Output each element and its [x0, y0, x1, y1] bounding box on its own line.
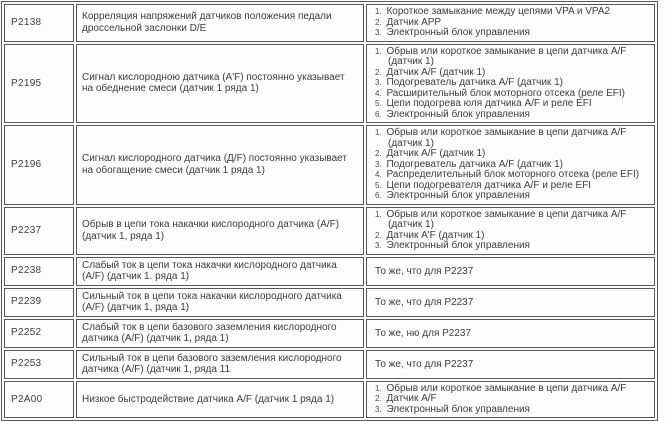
cause-number: 5.: [375, 99, 382, 108]
cause-item: 1. Короткое замыкание между цепями VPA и VPA2: [375, 6, 611, 17]
cause-item: 2. Датчик A'F (датчик 1): [375, 229, 485, 241]
cause-number: 6.: [375, 109, 382, 119]
cause-number: 3.: [375, 159, 382, 169]
cause-item: 3. Электронный блок управления: [375, 240, 530, 251]
causes-cell: [366, 4, 655, 42]
cause-number: 1.: [375, 383, 382, 393]
cause-number: 1.: [375, 7, 382, 16]
dtc-code-cell: P2238: [4, 257, 74, 286]
cause-number: 3.: [375, 28, 382, 37]
cause-number: 3.: [375, 404, 382, 414]
causes-cell: [366, 207, 655, 255]
table-row: [4, 288, 655, 317]
description-cell: Обрыв в цепи тока накачки кислородного датчика (A/F) (датчик 1, ряда 1): [76, 207, 364, 255]
cause-number: 2.: [375, 230, 382, 240]
description-cell: Сильный ток в цепи тока накачки кислородного датчика (A/F) (датчик 1, ряда 1): [76, 288, 364, 317]
causes-cell: [366, 350, 655, 379]
cause-number: 4.: [375, 170, 382, 179]
cause-item: 3. Подогреватель датчика A/F (датчик 1): [375, 158, 563, 170]
cause-number: 1.: [375, 128, 382, 137]
causes-cell: [366, 125, 655, 205]
table-row: [4, 44, 655, 124]
dtc-code-cell: P2237: [4, 207, 74, 255]
causes-cell: [366, 44, 655, 124]
cause-number: 2.: [375, 394, 382, 403]
description-cell: Слабый ток в цепи тока накачки кислородного датчика (A/F) (датчик 1. ряда 1): [76, 257, 364, 286]
cause-item: 4. Расширительный блок моторного отсека (реле EFI): [375, 87, 626, 99]
cause-item: 5. Цепи подогревателя датчика A/F и реле EFI: [375, 179, 592, 191]
cause-item: 2. Датчик A/F: [375, 393, 437, 404]
table-row: [4, 257, 655, 286]
table-row: [4, 381, 655, 419]
table-row: [4, 4, 655, 42]
cause-number: 2.: [375, 17, 382, 27]
causes-same-as-text: То же, что для P2237: [375, 265, 474, 277]
dtc-code-cell: P2195: [4, 44, 74, 124]
dtc-code-cell: P2A00: [4, 381, 74, 419]
cause-item: 2. Датчик A/F (датчик 1): [375, 66, 486, 78]
description-cell: Корреляция напряжений датчиков положения педали дроссельной заслонки D/E: [76, 4, 364, 42]
causes-cell: [366, 257, 655, 286]
dtc-code-cell: P2252: [4, 319, 74, 348]
causes-cell: [366, 319, 655, 348]
cause-number: 3.: [375, 78, 382, 87]
description-cell: Низкое быстродействие датчика A/F (датчик 1 ряда 1): [76, 381, 364, 419]
cause-number: 2.: [375, 149, 382, 158]
table-row: [4, 350, 655, 379]
cause-item: 6. Электронный блок управления: [375, 190, 530, 201]
description-cell: Сигнал кислородного датчика (Д/F) постоянно указывает на обогащение смеси (датчик 1 ряда 1): [76, 125, 364, 205]
cause-item: 1. Обрыв или короткое замыкание в цепи датчика A/F (датчик 1): [375, 127, 627, 149]
description-cell: Слабый ток в цепи базового заземления кислородного датчика (A/F) (датчик 1, ряда 1): [76, 319, 364, 348]
dtc-table: [1, 1, 658, 421]
cause-item: 1. Обрыв или короткое замыкание в цепи датчика A/F (датчик 1): [375, 208, 627, 230]
causes-cell: [366, 288, 655, 317]
cause-item: 6. Электронный блок управления: [375, 108, 530, 120]
cause-item: 3. Электронный блок управления: [375, 27, 530, 38]
cause-number: 6.: [375, 191, 382, 200]
cause-item: 5. Цепи подогрева юля датчика A/F и реле EFI: [375, 98, 592, 109]
cause-item: 2. Датчик A/F (датчик 1): [375, 148, 486, 159]
cause-item: 2. Датчик APP: [375, 16, 442, 28]
table-row: [4, 207, 655, 255]
cause-item: 1. Обрыв или короткое замыкание в цепи датчика A/F (датчик 1): [375, 45, 627, 67]
cause-item: 3. Электронный блок управления: [375, 403, 530, 415]
cause-item: 4. Распределительный блок моторного отсека (реле EFI): [375, 169, 640, 180]
dtc-code-cell: P2138: [4, 4, 74, 42]
cause-item: 1. Обрыв или короткое замыкание в цепи датчика A/F: [375, 382, 627, 394]
causes-same-as-text: То же, ню для P2237: [375, 327, 472, 339]
table-row: [4, 125, 655, 205]
cause-number: 5.: [375, 180, 382, 190]
dtc-code-cell: P2253: [4, 350, 74, 379]
cause-number: 1.: [375, 209, 382, 219]
cause-number: 3.: [375, 241, 382, 250]
description-cell: Сильный ток в цепи базового заземления кислородного датчика (A/F) (датчик 1, ряда 11: [76, 350, 364, 379]
causes-cell: [366, 381, 655, 419]
cause-number: 4.: [375, 88, 382, 98]
cause-item: 3. Подогреватель датчика A/F (датчик 1): [375, 77, 563, 88]
description-cell: Сигнал кислородною датчика (A'F) постоянно указывает на обеднение смеси (датчик 1 ряда 1): [76, 44, 364, 124]
dtc-code-cell: P2196: [4, 125, 74, 205]
table-row: [4, 319, 655, 348]
dtc-table-body: [4, 4, 655, 418]
causes-same-as-text: То же, что для P2237: [375, 358, 474, 370]
cause-number: 2.: [375, 67, 382, 77]
causes-same-as-text: То же, что для P2237: [375, 296, 474, 308]
dtc-code-cell: P2239: [4, 288, 74, 317]
cause-number: 1.: [375, 46, 382, 56]
